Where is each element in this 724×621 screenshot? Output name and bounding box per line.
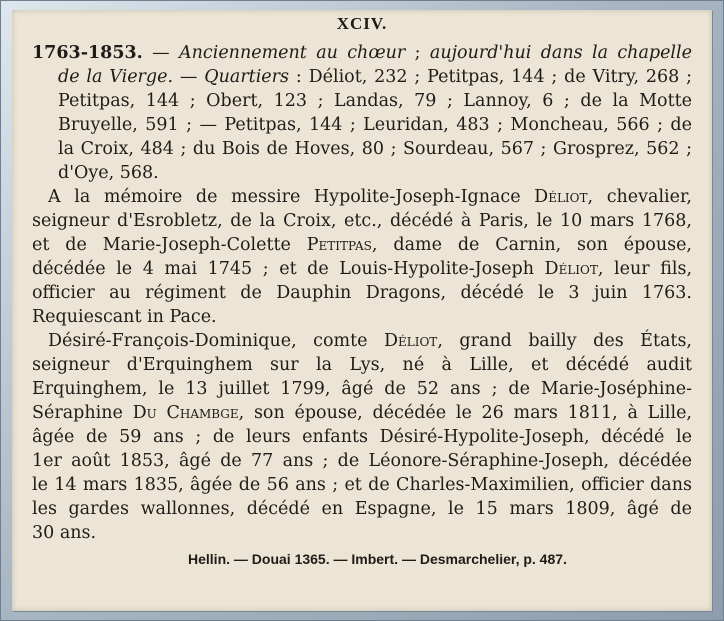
text-span: décédée le 4 mai 1745 ; et de Louis-Hypolite-Joseph bbox=[32, 259, 545, 279]
quarters-line: la Croix, 484 ; du Bois de Hoves, 80 ; Sourdeau, 567 ; Grosprez, 562 ; bbox=[58, 139, 692, 159]
surname: Déliot bbox=[544, 259, 598, 279]
text-span: , chevalier, bbox=[587, 187, 692, 207]
quarters-line: d'Oye, 568. bbox=[58, 163, 159, 183]
entry-dash: — bbox=[173, 67, 205, 87]
text-span: , grand bailly des États, bbox=[437, 331, 692, 351]
surname: Petitpas bbox=[306, 235, 372, 255]
paragraph-1-line: officier au régiment de Dauphin Dragons, décédé le 3 juin 1763. bbox=[32, 283, 692, 303]
text-span: , son épouse, décédée le 26 mars 1811, à Lille, bbox=[238, 403, 692, 423]
surname: Déliot bbox=[383, 331, 438, 351]
location-current-cont: de la Vierge. bbox=[58, 67, 174, 87]
page-heading: XCIV. bbox=[336, 14, 388, 33]
paragraph-2-line: les gardes wallonnes, décédé en Espagne, le 15 mars 1809, âgé de bbox=[32, 499, 692, 519]
quarters-line: Bruyelle, 591 ; — Petitpas, 144 ; Leuridan, 483 ; Moncheau, 566 ; de bbox=[58, 115, 692, 135]
paragraph-2-line bbox=[48, 330, 692, 352]
paragraph-2-line bbox=[32, 402, 692, 424]
text-span: , dame de Carnin, son épouse, bbox=[371, 235, 692, 255]
paragraph-1-line bbox=[48, 186, 692, 208]
location-current: aujourd'hui dans la chapelle bbox=[429, 43, 692, 63]
surname: Du Chambge bbox=[132, 403, 239, 423]
paragraph-2-line: 30 ans. bbox=[32, 523, 97, 543]
quarters-label: Quartiers bbox=[204, 67, 290, 87]
quarters-text: : Déliot, 232 ; Petitpas, 144 ; de Vitry, 268 ; bbox=[289, 67, 692, 87]
paragraph-2-line: âgée de 59 ans ; de leurs enfants Désiré-Hypolite-Joseph, décédé le bbox=[32, 427, 692, 447]
entry-dash: — bbox=[142, 43, 180, 63]
location-separator: ; bbox=[405, 43, 430, 63]
text-span: et de Marie-Joseph-Colette bbox=[32, 235, 307, 255]
text-span: A la mémoire de messire Hypolite-Joseph-Ignace bbox=[48, 187, 535, 207]
text-span: Désiré-François-Dominique, comte bbox=[48, 331, 384, 351]
paragraph-2-line: 1er août 1853, âgé de 77 ans ; de Léonore-Séraphine-Joseph, décédée bbox=[32, 451, 692, 471]
paragraph-1-line bbox=[32, 234, 692, 256]
paragraph-2-line: le 14 mars 1835, âgée de 56 ans ; et de Charles-Maximilien, officier dans bbox=[32, 475, 692, 495]
text-span: Séraphine bbox=[32, 403, 133, 423]
paragraph-1-line bbox=[32, 258, 692, 280]
document-page bbox=[12, 10, 712, 611]
paragraph-2-line: Erquinghem, le 13 juillet 1799, âgé de 52 ans ; de Marie-Joséphine- bbox=[32, 379, 692, 399]
entry-dates: 1763-1853. bbox=[32, 43, 143, 63]
location-original: Anciennement au chœur bbox=[179, 43, 406, 63]
paragraph-2-line: seigneur d'Erquinghem sur la Lys, né à Lille, et décédé audit bbox=[32, 355, 692, 375]
paragraph-1-line: Requiescant in Pace. bbox=[32, 307, 217, 327]
entry-line-1 bbox=[32, 42, 692, 64]
paragraph-1-line: seigneur d'Esrobletz, de la Croix, etc., décédé à Paris, le 10 mars 1768, bbox=[32, 211, 692, 231]
text-span: , leur fils, bbox=[597, 259, 693, 279]
bibliographic-reference: Hellin. — Douai 1365. — Imbert. — Desmarchelier, p. 487. bbox=[188, 551, 567, 567]
entry-line-2 bbox=[58, 66, 692, 88]
surname: Déliot bbox=[534, 187, 588, 207]
quarters-line: Petitpas, 144 ; Obert, 123 ; Landas, 79 ; Lannoy, 6 ; de la Motte bbox=[58, 91, 692, 111]
